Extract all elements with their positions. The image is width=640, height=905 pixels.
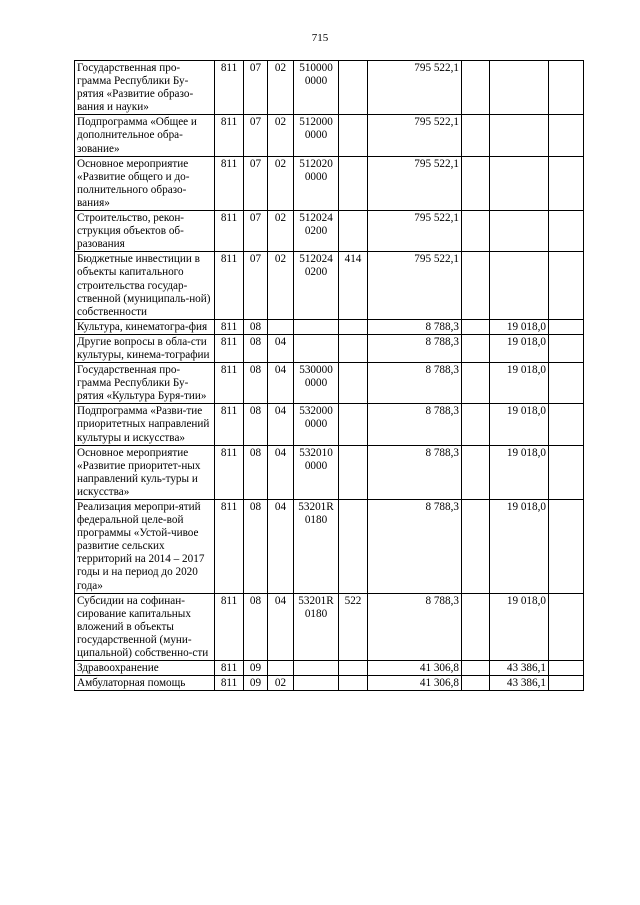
amount-cell: 19 018,0 bbox=[490, 404, 549, 445]
amount-cell: 41 306,8 bbox=[368, 661, 462, 676]
row-name-cell: Строительство, рекон-струкция объектов об-разования bbox=[75, 211, 215, 252]
table-body bbox=[75, 61, 584, 691]
amount-cell bbox=[462, 115, 490, 156]
table-row bbox=[75, 500, 584, 594]
target-article-cell: 532000 0000 bbox=[294, 404, 339, 445]
amount-cell bbox=[549, 661, 584, 676]
amount-cell bbox=[490, 211, 549, 252]
expense-type-cell bbox=[339, 500, 368, 594]
amount-cell bbox=[549, 404, 584, 445]
expense-type-cell bbox=[339, 61, 368, 115]
subsection-cell bbox=[268, 661, 294, 676]
subsection-cell: 04 bbox=[268, 363, 294, 404]
table-row bbox=[75, 404, 584, 445]
grbs-cell: 811 bbox=[215, 363, 244, 404]
amount-cell: 19 018,0 bbox=[490, 319, 549, 334]
table-row bbox=[75, 211, 584, 252]
subsection-cell: 02 bbox=[268, 676, 294, 691]
amount-cell bbox=[549, 363, 584, 404]
amount-cell: 8 788,3 bbox=[368, 445, 462, 499]
table-row bbox=[75, 61, 584, 115]
table-row bbox=[75, 593, 584, 660]
amount-cell: 8 788,3 bbox=[368, 334, 462, 362]
subsection-cell: 02 bbox=[268, 211, 294, 252]
row-name-cell: Культура, кинематогра-фия bbox=[75, 319, 215, 334]
grbs-cell: 811 bbox=[215, 61, 244, 115]
subsection-cell bbox=[268, 319, 294, 334]
table-row bbox=[75, 445, 584, 499]
amount-cell bbox=[462, 404, 490, 445]
expense-type-cell bbox=[339, 363, 368, 404]
amount-cell bbox=[549, 334, 584, 362]
amount-cell: 8 788,3 bbox=[368, 593, 462, 660]
section-cell: 08 bbox=[244, 363, 268, 404]
row-name-cell: Подпрограмма «Разви-тие приоритетных направлений культуры и искусства» bbox=[75, 404, 215, 445]
section-cell: 08 bbox=[244, 593, 268, 660]
table-row bbox=[75, 115, 584, 156]
grbs-cell: 811 bbox=[215, 593, 244, 660]
row-name-cell: Здравоохранение bbox=[75, 661, 215, 676]
amount-cell: 8 788,3 bbox=[368, 319, 462, 334]
target-article-cell: 53201R 0180 bbox=[294, 593, 339, 660]
subsection-cell: 04 bbox=[268, 404, 294, 445]
target-article-cell: 512024 0200 bbox=[294, 211, 339, 252]
expense-type-cell bbox=[339, 445, 368, 499]
expense-type-cell bbox=[339, 211, 368, 252]
amount-cell bbox=[490, 61, 549, 115]
subsection-cell: 04 bbox=[268, 445, 294, 499]
table-row bbox=[75, 156, 584, 210]
section-cell: 09 bbox=[244, 676, 268, 691]
subsection-cell: 02 bbox=[268, 115, 294, 156]
amount-cell: 41 306,8 bbox=[368, 676, 462, 691]
subsection-cell: 02 bbox=[268, 252, 294, 319]
expense-type-cell bbox=[339, 404, 368, 445]
subsection-cell: 04 bbox=[268, 334, 294, 362]
target-article-cell: 512024 0200 bbox=[294, 252, 339, 319]
table-row bbox=[75, 252, 584, 319]
table-row bbox=[75, 661, 584, 676]
table-row bbox=[75, 334, 584, 362]
subsection-cell: 02 bbox=[268, 61, 294, 115]
target-article-cell bbox=[294, 319, 339, 334]
grbs-cell: 811 bbox=[215, 334, 244, 362]
grbs-cell: 811 bbox=[215, 115, 244, 156]
section-cell: 09 bbox=[244, 661, 268, 676]
expense-type-cell: 414 bbox=[339, 252, 368, 319]
expense-type-cell bbox=[339, 115, 368, 156]
amount-cell: 795 522,1 bbox=[368, 61, 462, 115]
table-row bbox=[75, 363, 584, 404]
amount-cell: 19 018,0 bbox=[490, 593, 549, 660]
page-number: 715 bbox=[311, 32, 329, 44]
expense-type-cell bbox=[339, 334, 368, 362]
expense-type-cell: 522 bbox=[339, 593, 368, 660]
amount-cell bbox=[490, 115, 549, 156]
row-name-cell: Подпрограмма «Общее и дополнительное обра-зование» bbox=[75, 115, 215, 156]
section-cell: 08 bbox=[244, 445, 268, 499]
row-name-cell: Другие вопросы в обла-сти культуры, кинема-тографии bbox=[75, 334, 215, 362]
target-article-cell: 510000 0000 bbox=[294, 61, 339, 115]
amount-cell bbox=[549, 252, 584, 319]
grbs-cell: 811 bbox=[215, 500, 244, 594]
amount-cell bbox=[462, 500, 490, 594]
expense-type-cell bbox=[339, 676, 368, 691]
amount-cell bbox=[549, 500, 584, 594]
subsection-cell: 04 bbox=[268, 593, 294, 660]
amount-cell bbox=[462, 334, 490, 362]
target-article-cell: 512020 0000 bbox=[294, 156, 339, 210]
amount-cell: 795 522,1 bbox=[368, 156, 462, 210]
subsection-cell: 04 bbox=[268, 500, 294, 594]
amount-cell bbox=[462, 252, 490, 319]
amount-cell bbox=[549, 319, 584, 334]
section-cell: 08 bbox=[244, 404, 268, 445]
amount-cell: 19 018,0 bbox=[490, 500, 549, 594]
amount-cell bbox=[490, 252, 549, 319]
amount-cell bbox=[462, 363, 490, 404]
grbs-cell: 811 bbox=[215, 445, 244, 499]
amount-cell: 43 386,1 bbox=[490, 676, 549, 691]
amount-cell: 19 018,0 bbox=[490, 445, 549, 499]
amount-cell: 795 522,1 bbox=[368, 115, 462, 156]
amount-cell bbox=[462, 61, 490, 115]
row-name-cell: Амбулаторная помощь bbox=[75, 676, 215, 691]
target-article-cell: 512000 0000 bbox=[294, 115, 339, 156]
row-name-cell: Бюджетные инвестиции в объекты капитального строительства государ-ственной (муниципаль-ной) собственности bbox=[75, 252, 215, 319]
section-cell: 07 bbox=[244, 156, 268, 210]
amount-cell: 795 522,1 bbox=[368, 252, 462, 319]
amount-cell: 795 522,1 bbox=[368, 211, 462, 252]
section-cell: 08 bbox=[244, 500, 268, 594]
amount-cell bbox=[462, 445, 490, 499]
section-cell: 07 bbox=[244, 211, 268, 252]
grbs-cell: 811 bbox=[215, 404, 244, 445]
section-cell: 07 bbox=[244, 252, 268, 319]
row-name-cell: Основное мероприятие «Развитие общего и до-полнительного образо-вания» bbox=[75, 156, 215, 210]
amount-cell: 8 788,3 bbox=[368, 500, 462, 594]
row-name-cell: Субсидии на софинан-сирование капитальных вложений в объекты государственной (муни-ципальной) собственно-сти bbox=[75, 593, 215, 660]
budget-table bbox=[74, 60, 584, 691]
grbs-cell: 811 bbox=[215, 156, 244, 210]
row-name-cell: Реализация меропри-ятий федеральной целе-вой программы «Устой-чивое развитие сельских территорий на 2014 – 2017 годы и на период до 2020 года» bbox=[75, 500, 215, 594]
row-name-cell: Государственная про-грамма Республики Бу-рятия «Развитие образо-вания и науки» bbox=[75, 61, 215, 115]
row-name-cell: Государственная про-грамма Республики Бу-рятия «Культура Буря-тии» bbox=[75, 363, 215, 404]
amount-cell bbox=[549, 676, 584, 691]
amount-cell bbox=[462, 156, 490, 210]
subsection-cell: 02 bbox=[268, 156, 294, 210]
target-article-cell: 530000 0000 bbox=[294, 363, 339, 404]
target-article-cell bbox=[294, 661, 339, 676]
section-cell: 08 bbox=[244, 334, 268, 362]
expense-type-cell bbox=[339, 319, 368, 334]
section-cell: 08 bbox=[244, 319, 268, 334]
amount-cell: 8 788,3 bbox=[368, 363, 462, 404]
table-row bbox=[75, 319, 584, 334]
target-article-cell: 53201R 0180 bbox=[294, 500, 339, 594]
amount-cell bbox=[490, 156, 549, 210]
amount-cell bbox=[462, 319, 490, 334]
expense-type-cell bbox=[339, 661, 368, 676]
amount-cell bbox=[549, 445, 584, 499]
grbs-cell: 811 bbox=[215, 252, 244, 319]
amount-cell bbox=[462, 661, 490, 676]
target-article-cell bbox=[294, 676, 339, 691]
amount-cell bbox=[549, 211, 584, 252]
amount-cell: 43 386,1 bbox=[490, 661, 549, 676]
expense-type-cell bbox=[339, 156, 368, 210]
section-cell: 07 bbox=[244, 115, 268, 156]
amount-cell bbox=[549, 593, 584, 660]
section-cell: 07 bbox=[244, 61, 268, 115]
amount-cell bbox=[549, 156, 584, 210]
amount-cell bbox=[462, 593, 490, 660]
amount-cell bbox=[549, 61, 584, 115]
amount-cell: 19 018,0 bbox=[490, 334, 549, 362]
amount-cell bbox=[462, 211, 490, 252]
amount-cell bbox=[549, 115, 584, 156]
row-name-cell: Основное мероприятие «Развитие приоритет-ных направлений куль-туры и искусства» bbox=[75, 445, 215, 499]
grbs-cell: 811 bbox=[215, 676, 244, 691]
target-article-cell bbox=[294, 334, 339, 362]
target-article-cell: 532010 0000 bbox=[294, 445, 339, 499]
grbs-cell: 811 bbox=[215, 211, 244, 252]
amount-cell bbox=[462, 676, 490, 691]
grbs-cell: 811 bbox=[215, 661, 244, 676]
table-row bbox=[75, 676, 584, 691]
amount-cell: 19 018,0 bbox=[490, 363, 549, 404]
grbs-cell: 811 bbox=[215, 319, 244, 334]
amount-cell: 8 788,3 bbox=[368, 404, 462, 445]
